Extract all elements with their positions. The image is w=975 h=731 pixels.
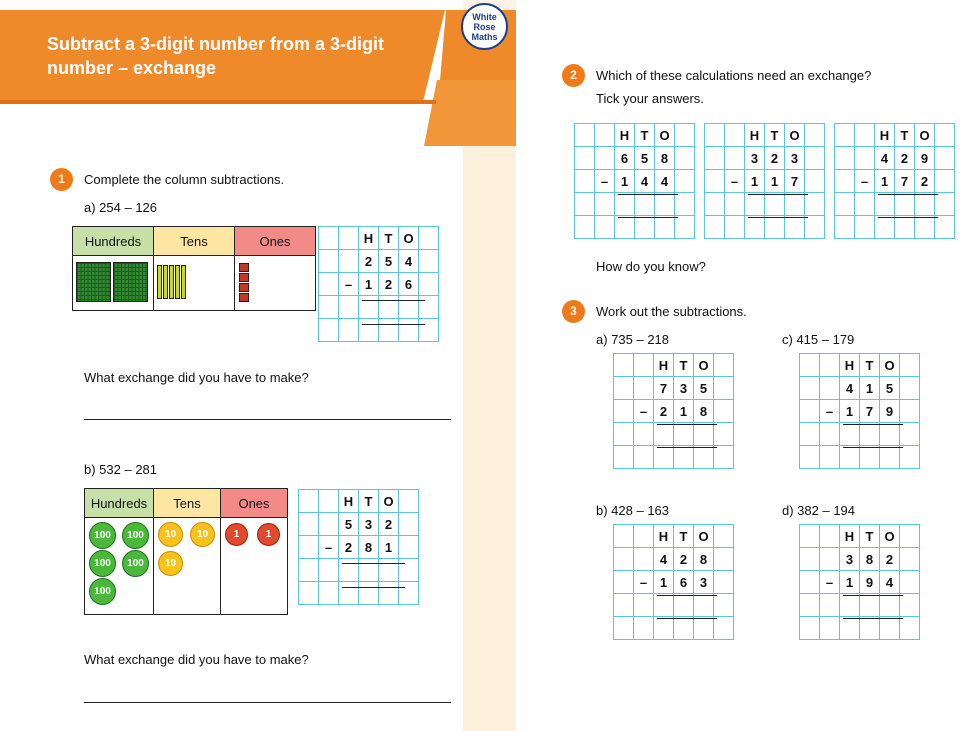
- digit: 3: [840, 548, 860, 571]
- digit: 3: [674, 377, 694, 400]
- minus-sign: –: [339, 273, 359, 296]
- answer-cell[interactable]: [339, 559, 359, 582]
- col-o: O: [880, 525, 900, 548]
- column-subtraction-grid[interactable]: [704, 123, 825, 239]
- white-rose-maths-logo: [461, 3, 508, 50]
- digit: 1: [765, 170, 785, 193]
- col-t: T: [895, 124, 915, 147]
- col-o: O: [880, 354, 900, 377]
- part-label: c) 415 – 179: [782, 332, 855, 347]
- answer-cell[interactable]: [860, 594, 880, 617]
- answer-cell[interactable]: [399, 296, 419, 319]
- col-t: T: [674, 354, 694, 377]
- digit: 1: [840, 400, 860, 423]
- answer-rule: [878, 194, 938, 195]
- digit: 3: [745, 147, 765, 170]
- question-instruction: Work out the subtractions.: [596, 304, 747, 319]
- col-o: O: [379, 490, 399, 513]
- answer-cell[interactable]: [745, 193, 765, 216]
- digit: 1: [860, 377, 880, 400]
- part-label: a) 254 – 126: [84, 200, 158, 215]
- ten-rod-icon: [157, 265, 162, 299]
- digit: 1: [674, 400, 694, 423]
- answer-rule: [362, 324, 425, 325]
- answer-rule: [342, 587, 405, 588]
- one-cube-icon: [239, 263, 249, 272]
- col-t: T: [674, 525, 694, 548]
- question-number-badge: 1: [50, 168, 73, 191]
- answer-cell[interactable]: [674, 594, 694, 617]
- answer-rule: [657, 618, 717, 619]
- one-cube-icon: [239, 283, 249, 292]
- answer-rule: [618, 217, 678, 218]
- answer-cell[interactable]: [359, 296, 379, 319]
- banner-edge: [0, 100, 436, 104]
- question-number-badge: 3: [562, 300, 585, 323]
- col-t: T: [860, 354, 880, 377]
- hundred-square-icon: [113, 262, 148, 302]
- question-number-badge: 2: [562, 64, 585, 87]
- digit: 4: [399, 250, 419, 273]
- digit: 8: [655, 147, 675, 170]
- digit: 9: [915, 147, 935, 170]
- digit: 7: [860, 400, 880, 423]
- answer-cell[interactable]: [655, 193, 675, 216]
- col-o: O: [694, 525, 714, 548]
- digit: 5: [880, 377, 900, 400]
- answer-rule: [342, 563, 405, 564]
- minus-sign: –: [820, 571, 840, 594]
- pv-ones-cell: [235, 256, 316, 311]
- answer-cell[interactable]: [860, 423, 880, 446]
- place-value-chart: [72, 226, 316, 311]
- answer-rule: [878, 217, 938, 218]
- part-label: b) 532 – 281: [84, 462, 158, 477]
- col-t: T: [765, 124, 785, 147]
- digit: 6: [399, 273, 419, 296]
- digit: 2: [654, 400, 674, 423]
- answer-cell[interactable]: [840, 594, 860, 617]
- digit: 4: [654, 548, 674, 571]
- col-o: O: [785, 124, 805, 147]
- digit: 1: [359, 273, 379, 296]
- digit: 8: [359, 536, 379, 559]
- left-page: [0, 0, 463, 731]
- digit: 6: [674, 571, 694, 594]
- ten-rod-icon: [169, 265, 174, 299]
- digit: 6: [615, 147, 635, 170]
- col-h: H: [339, 490, 359, 513]
- answer-rule: [843, 447, 903, 448]
- col-o: O: [694, 354, 714, 377]
- part-label: b) 428 – 163: [596, 503, 670, 518]
- answer-cell[interactable]: [875, 193, 895, 216]
- banner-decoration: [424, 80, 516, 146]
- pv-header-ones: Ones: [235, 227, 316, 256]
- digit: 9: [860, 571, 880, 594]
- answer-cell[interactable]: [880, 594, 900, 617]
- answer-rule: [843, 424, 903, 425]
- column-subtraction-grid[interactable]: [574, 123, 695, 239]
- column-subtraction-grid: [799, 524, 920, 640]
- page-gutter: [463, 142, 516, 731]
- digit: 4: [635, 170, 655, 193]
- digit: 2: [379, 273, 399, 296]
- hundred-counter: 100: [89, 522, 116, 549]
- digit: 1: [615, 170, 635, 193]
- answer-rule: [657, 424, 717, 425]
- part-label: a) 735 – 218: [596, 332, 670, 347]
- digit: 3: [359, 513, 379, 536]
- minus-sign: –: [634, 400, 654, 423]
- col-h: H: [840, 525, 860, 548]
- question-instruction: Which of these calculations need an exchange?: [596, 68, 872, 83]
- one-counter: 1: [225, 523, 248, 546]
- minus-sign: –: [595, 170, 615, 193]
- minus-sign: –: [820, 400, 840, 423]
- followup-question: How do you know?: [596, 259, 706, 274]
- answer-cell[interactable]: [880, 423, 900, 446]
- pv-header-hundreds: Hundreds: [73, 227, 154, 256]
- answer-cell[interactable]: [654, 423, 674, 446]
- answer-rule: [843, 618, 903, 619]
- digit: 5: [379, 250, 399, 273]
- answer-cell[interactable]: [785, 193, 805, 216]
- answer-cell[interactable]: [359, 559, 379, 582]
- one-counter: 1: [257, 523, 280, 546]
- digit: 2: [880, 548, 900, 571]
- digit: 4: [880, 571, 900, 594]
- col-o: O: [915, 124, 935, 147]
- one-cube-icon: [239, 293, 249, 302]
- digit: 8: [694, 548, 714, 571]
- col-o: O: [655, 124, 675, 147]
- digit: 1: [745, 170, 765, 193]
- col-h: H: [654, 525, 674, 548]
- page-title: [47, 32, 384, 80]
- answer-cell[interactable]: [674, 423, 694, 446]
- answer-cell[interactable]: [694, 594, 714, 617]
- digit: 1: [654, 571, 674, 594]
- digit: 2: [339, 536, 359, 559]
- answer-line[interactable]: [84, 702, 451, 703]
- answer-rule: [657, 595, 717, 596]
- answer-rule: [748, 194, 808, 195]
- answer-rule: [362, 300, 425, 301]
- digit: 8: [860, 548, 880, 571]
- ten-counter: 10: [158, 522, 183, 547]
- logo-text: Maths: [471, 32, 498, 42]
- minus-sign: –: [855, 170, 875, 193]
- one-cube-icon: [239, 273, 249, 282]
- digit: 3: [694, 571, 714, 594]
- page-title-line: Subtract a 3-digit number from a 3-digit: [47, 34, 385, 54]
- digit: 2: [379, 513, 399, 536]
- digit: 5: [635, 147, 655, 170]
- digit: 4: [655, 170, 675, 193]
- page-title-line: number – exchange: [47, 58, 217, 78]
- digit: 5: [339, 513, 359, 536]
- col-h: H: [875, 124, 895, 147]
- question-instruction: Complete the column subtractions.: [84, 172, 285, 187]
- digit: 1: [875, 170, 895, 193]
- digit: 2: [674, 548, 694, 571]
- exchange-question: What exchange did you have to make?: [84, 652, 309, 667]
- answer-cell[interactable]: [379, 296, 399, 319]
- col-h: H: [615, 124, 635, 147]
- ten-rod-icon: [181, 265, 186, 299]
- digit: 5: [694, 377, 714, 400]
- minus-sign: –: [725, 170, 745, 193]
- ten-rod-icon: [175, 265, 180, 299]
- digit: 7: [785, 170, 805, 193]
- col-h: H: [840, 354, 860, 377]
- hundred-square-icon: [76, 262, 111, 302]
- digit: 4: [875, 147, 895, 170]
- answer-cell[interactable]: [379, 559, 399, 582]
- answer-cell[interactable]: [895, 193, 915, 216]
- col-h: H: [359, 227, 379, 250]
- col-t: T: [359, 490, 379, 513]
- exchange-question: What exchange did you have to make?: [84, 370, 309, 385]
- hundred-counter: 100: [122, 550, 149, 577]
- col-h: H: [654, 354, 674, 377]
- digit: 2: [915, 170, 935, 193]
- digit: 1: [379, 536, 399, 559]
- answer-line[interactable]: [84, 419, 451, 420]
- ten-counter: 10: [190, 522, 215, 547]
- digit: 9: [880, 400, 900, 423]
- answer-cell[interactable]: [694, 423, 714, 446]
- ten-counter: 10: [158, 551, 183, 576]
- logo-text: White: [472, 12, 497, 22]
- column-subtraction-grid: [613, 353, 734, 469]
- minus-sign: –: [634, 571, 654, 594]
- digit: 7: [654, 377, 674, 400]
- answer-rule: [748, 217, 808, 218]
- pv-header-ones: Ones: [221, 489, 288, 518]
- digit: 2: [359, 250, 379, 273]
- pv-header-tens: Tens: [154, 227, 235, 256]
- pv-header-hundreds: Hundreds: [85, 489, 154, 518]
- column-subtraction-grid[interactable]: [834, 123, 955, 239]
- digit: 4: [840, 377, 860, 400]
- hundred-counter: 100: [89, 550, 116, 577]
- column-subtraction-grid: [799, 353, 920, 469]
- digit: 8: [694, 400, 714, 423]
- answer-cell[interactable]: [915, 193, 935, 216]
- answer-cell[interactable]: [654, 594, 674, 617]
- col-t: T: [635, 124, 655, 147]
- digit: 1: [840, 571, 860, 594]
- answer-cell[interactable]: [840, 423, 860, 446]
- logo-text: Rose: [473, 22, 496, 32]
- part-label: d) 382 – 194: [782, 503, 856, 518]
- col-t: T: [379, 227, 399, 250]
- digit: 2: [895, 147, 915, 170]
- answer-rule: [657, 447, 717, 448]
- answer-rule: [843, 595, 903, 596]
- digit: 2: [765, 147, 785, 170]
- pv-header-tens: Tens: [154, 489, 221, 518]
- hundred-counter: 100: [89, 578, 116, 605]
- minus-sign: –: [319, 536, 339, 559]
- ten-rod-icon: [163, 265, 168, 299]
- column-subtraction-grid: [613, 524, 734, 640]
- digit: 7: [895, 170, 915, 193]
- col-t: T: [860, 525, 880, 548]
- pv-tens-cell: [154, 256, 235, 311]
- hundred-counter: 100: [122, 522, 149, 549]
- answer-cell[interactable]: [765, 193, 785, 216]
- answer-cell[interactable]: [615, 193, 635, 216]
- question-instruction: Tick your answers.: [596, 91, 704, 106]
- col-h: H: [745, 124, 765, 147]
- answer-rule: [618, 194, 678, 195]
- digit: 3: [785, 147, 805, 170]
- answer-cell[interactable]: [635, 193, 655, 216]
- pv-hundreds-cell: [73, 256, 154, 311]
- col-o: O: [399, 227, 419, 250]
